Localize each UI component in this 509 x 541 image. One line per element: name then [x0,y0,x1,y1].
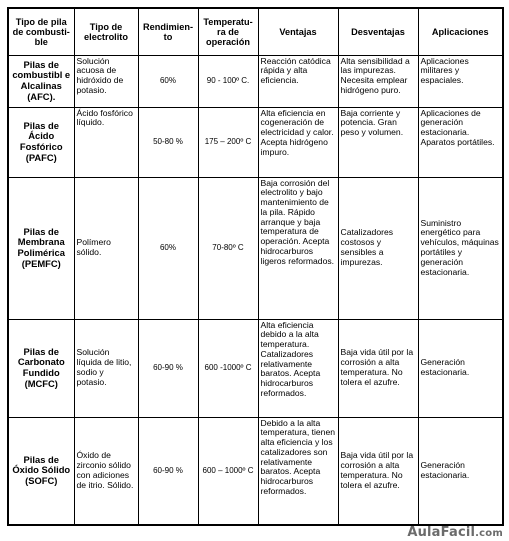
electrolyte-cell: Solución líquida de litio, sodio y potasio. [74,319,138,417]
temperature-cell: 175 – 200º C [198,107,258,177]
electrolyte-cell: Óxido de zirconio sólido con adiciones de itrio. Sólido. [74,417,138,525]
fuel-cell-type: Pilas de Óxido Sólido (SOFC) [8,417,74,525]
watermark-main: AulaFacil [407,525,476,540]
fuel-cell-type: Pilas de Ácido Fosfórico (PAFC) [8,107,74,177]
efficiency-cell: 50-80 % [138,107,198,177]
disadvantages-cell: Baja vida útil por la corrosión a alta temperatura. No tolera el azufre. [338,319,418,417]
fuel-cell-type: Pilas de combustibl e Alcalinas (AFC). [8,55,74,107]
table-row [8,417,503,525]
efficiency-cell: 60% [138,55,198,107]
electrolyte-cell: Solución acuosa de hidróxido de potasio. [74,55,138,107]
applications-cell: Generación estacionaria. [418,319,503,417]
advantages-cell: Alta eficiencia en cogeneración de electricidad y calor. Acepta hidrógeno impuro. [258,107,338,177]
table-row [8,177,503,319]
efficiency-cell: 60-90 % [138,417,198,525]
efficiency-cell: 60% [138,177,198,319]
header-electrolito: Tipo de electrolito [74,8,138,55]
header-rendimiento: Rendimien-to [138,8,198,55]
advantages-cell: Debido a la alta temperatura, tienen alta eficiencia y los catalizadores son relativamente baratos. Acepta hidrocarburos reformados. [258,417,338,525]
fuel-cell-type: Pilas de Membrana Polimérica (PEMFC) [8,177,74,319]
fuel-cell-type: Pilas de Carbonato Fundido (MCFC) [8,319,74,417]
watermark-suffix: .com [475,528,503,539]
disadvantages-cell: Baja corriente y potencia. Gran peso y volumen. [338,107,418,177]
electrolyte-cell: Polímero sólido. [74,177,138,319]
table-row [8,107,503,177]
disadvantages-cell: Catalizadores costosos y sensibles a impurezas. [338,177,418,319]
temperature-cell: 600 – 1000º C [198,417,258,525]
header-tipo: Tipo de pila de combusti-ble [8,8,74,55]
header-ventajas: Ventajas [258,8,338,55]
disadvantages-cell: Alta sensibilidad a las impurezas. Necesita emplear hidrógeno puro. [338,55,418,107]
temperature-cell: 600 -1000º C [198,319,258,417]
advantages-cell: Reacción catódica rápida y alta eficiencia. [258,55,338,107]
advantages-cell: Alta eficiencia debido a la alta temperatura. Catalizadores relativamente baratos. Acepta hidrocarburos reformados. [258,319,338,417]
applications-cell: Aplicaciones militares y espaciales. [418,55,503,107]
header-aplicaciones: Aplicaciones [418,8,503,55]
temperature-cell: 70-80º C [198,177,258,319]
efficiency-cell: 60-90 % [138,319,198,417]
aulafacil-watermark [407,525,503,540]
temperature-cell: 90 - 100º C. [198,55,258,107]
header-desventajas: Desventajas [338,8,418,55]
table-row [8,55,503,107]
header-temperatura: Temperatu-ra de operación [198,8,258,55]
advantages-cell: Baja corrosión del electrolito y bajo mantenimiento de la pila. Rápido arranque y baja temperatura de operación. Acepta hidrocarburos ligeros reformados. [258,177,338,319]
fuel-cell-table-container [7,7,502,526]
applications-cell: Suministro energético para vehículos, máquinas portátiles y generación estacionaria. [418,177,503,319]
table-row [8,319,503,417]
applications-cell: Aplicaciones de generación estacionaria. Aparatos portátiles. [418,107,503,177]
fuel-cell-comparison-table [7,7,504,526]
disadvantages-cell: Baja vida útil por la corrosión a alta temperatura. No tolera el azufre. [338,417,418,525]
applications-cell: Generación estacionaria. [418,417,503,525]
electrolyte-cell: Ácido fosfórico líquido. [74,107,138,177]
header-row [8,8,503,55]
